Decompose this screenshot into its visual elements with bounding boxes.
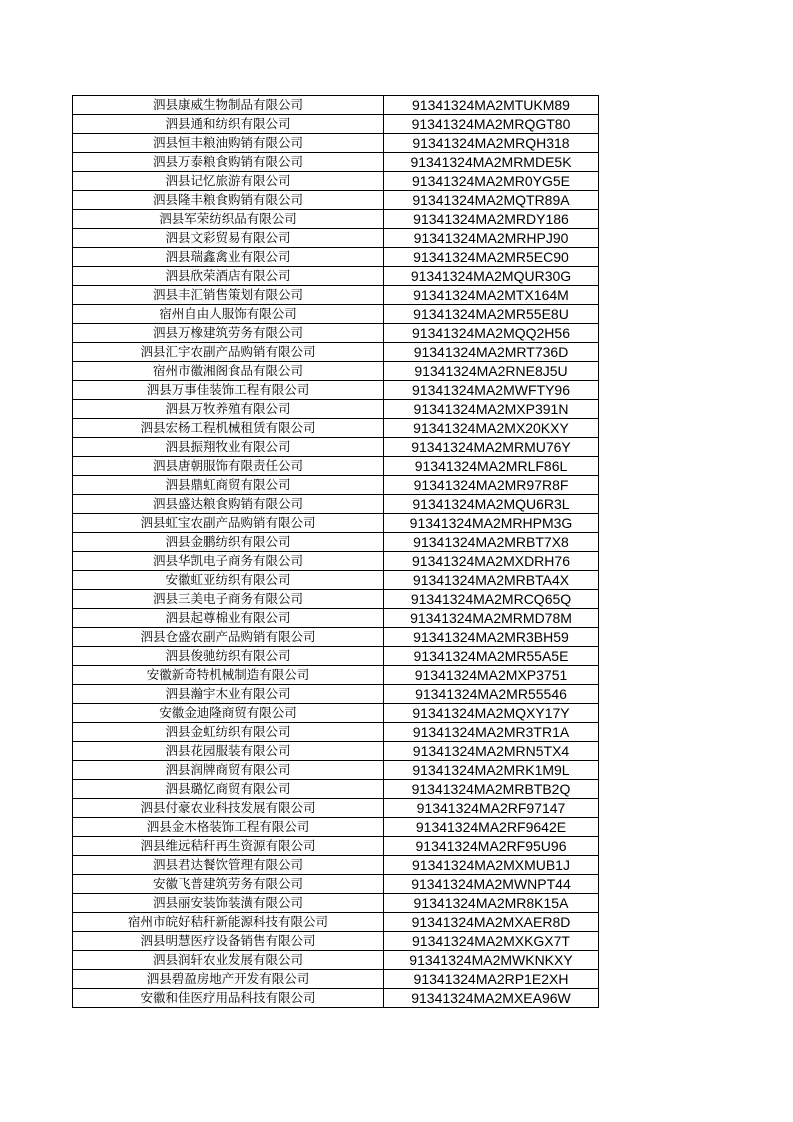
company-name-cell: 泗县军荣纺织品有限公司 bbox=[73, 210, 384, 229]
credit-code-cell: 91341324MA2MXP391N bbox=[384, 400, 599, 419]
table-row bbox=[73, 780, 599, 799]
company-name-cell: 泗县欣荣酒店有限公司 bbox=[73, 267, 384, 286]
table-row bbox=[73, 856, 599, 875]
table-row bbox=[73, 989, 599, 1008]
table-row bbox=[73, 647, 599, 666]
credit-code-cell: 91341324MA2MRDY186 bbox=[384, 210, 599, 229]
credit-code-cell: 91341324MA2MQXY17Y bbox=[384, 704, 599, 723]
table-row bbox=[73, 628, 599, 647]
company-name-cell: 安徽飞普建筑劳务有限公司 bbox=[73, 875, 384, 894]
company-registry-table bbox=[72, 95, 599, 1008]
table-row bbox=[73, 495, 599, 514]
table-row bbox=[73, 191, 599, 210]
company-name-cell: 泗县君达餐饮管理有限公司 bbox=[73, 856, 384, 875]
company-name-cell: 泗县明慧医疗设备销售有限公司 bbox=[73, 932, 384, 951]
credit-code-cell: 91341324MA2MRLF86L bbox=[384, 457, 599, 476]
table-row bbox=[73, 153, 599, 172]
credit-code-cell: 91341324MA2MQU6R3L bbox=[384, 495, 599, 514]
company-name-cell: 泗县丰汇销售策划有限公司 bbox=[73, 286, 384, 305]
credit-code-cell: 91341324MA2MXEA96W bbox=[384, 989, 599, 1008]
company-name-cell: 泗县瀚宇木业有限公司 bbox=[73, 685, 384, 704]
table-row bbox=[73, 837, 599, 856]
credit-code-cell: 91341324MA2MR5EC90 bbox=[384, 248, 599, 267]
credit-code-cell: 91341324MA2MR0YG5E bbox=[384, 172, 599, 191]
credit-code-cell: 91341324MA2MWNPT44 bbox=[384, 875, 599, 894]
table-row bbox=[73, 172, 599, 191]
table-row bbox=[73, 704, 599, 723]
table-row bbox=[73, 799, 599, 818]
table-row bbox=[73, 913, 599, 932]
credit-code-cell: 91341324MA2MRQGT80 bbox=[384, 115, 599, 134]
credit-code-cell: 91341324MA2MR8K15A bbox=[384, 894, 599, 913]
credit-code-cell: 91341324MA2MRK1M9L bbox=[384, 761, 599, 780]
credit-code-cell: 91341324MA2MRT736D bbox=[384, 343, 599, 362]
table-row bbox=[73, 381, 599, 400]
table-row bbox=[73, 552, 599, 571]
credit-code-cell: 91341324MA2MR55546 bbox=[384, 685, 599, 704]
company-name-cell: 泗县金木格装饰工程有限公司 bbox=[73, 818, 384, 837]
table-row bbox=[73, 894, 599, 913]
company-name-cell: 泗县润轩农业发展有限公司 bbox=[73, 951, 384, 970]
credit-code-cell: 91341324MA2MR97R8F bbox=[384, 476, 599, 495]
credit-code-cell: 91341324MA2MRBTB2Q bbox=[384, 780, 599, 799]
company-name-cell: 泗县汇宇农副产品购销有限公司 bbox=[73, 343, 384, 362]
company-name-cell: 安徽金迪隆商贸有限公司 bbox=[73, 704, 384, 723]
company-name-cell: 宿州市徽湘阁食品有限公司 bbox=[73, 362, 384, 381]
credit-code-cell: 91341324MA2MXP3751 bbox=[384, 666, 599, 685]
company-name-cell: 泗县鼎虹商贸有限公司 bbox=[73, 476, 384, 495]
company-name-cell: 泗县碧盈房地产开发有限公司 bbox=[73, 970, 384, 989]
credit-code-cell: 91341324MA2MRHPJ90 bbox=[384, 229, 599, 248]
table-row bbox=[73, 343, 599, 362]
company-name-cell: 泗县花园服装有限公司 bbox=[73, 742, 384, 761]
table-row bbox=[73, 533, 599, 552]
credit-code-cell: 91341324MA2MRBTA4X bbox=[384, 571, 599, 590]
table-row bbox=[73, 571, 599, 590]
table-row bbox=[73, 115, 599, 134]
company-name-cell: 泗县瑞鑫禽业有限公司 bbox=[73, 248, 384, 267]
table-row bbox=[73, 970, 599, 989]
company-name-cell: 泗县华凯电子商务有限公司 bbox=[73, 552, 384, 571]
company-name-cell: 泗县恒丰粮油购销有限公司 bbox=[73, 134, 384, 153]
company-name-cell: 泗县虹宝农副产品购销有限公司 bbox=[73, 514, 384, 533]
credit-code-cell: 91341324MA2MR55A5E bbox=[384, 647, 599, 666]
company-name-cell: 泗县维远秸秆再生资源有限公司 bbox=[73, 837, 384, 856]
credit-code-cell: 91341324MA2MXKGX7T bbox=[384, 932, 599, 951]
company-name-cell: 泗县丽安装饰装潢有限公司 bbox=[73, 894, 384, 913]
table-row bbox=[73, 324, 599, 343]
company-name-cell: 泗县万牧养殖有限公司 bbox=[73, 400, 384, 419]
company-name-cell: 泗县三美电子商务有限公司 bbox=[73, 590, 384, 609]
table-row bbox=[73, 362, 599, 381]
company-name-cell: 宿州自由人服饰有限公司 bbox=[73, 305, 384, 324]
credit-code-cell: 91341324MA2RF95U96 bbox=[384, 837, 599, 856]
table-row bbox=[73, 476, 599, 495]
table-row bbox=[73, 419, 599, 438]
table-row bbox=[73, 742, 599, 761]
table-row bbox=[73, 951, 599, 970]
credit-code-cell: 91341324MA2MQQ2H56 bbox=[384, 324, 599, 343]
company-name-cell: 泗县润牌商贸有限公司 bbox=[73, 761, 384, 780]
credit-code-cell: 91341324MA2MRCQ65Q bbox=[384, 590, 599, 609]
table-row bbox=[73, 685, 599, 704]
company-name-cell: 泗县万事佳装饰工程有限公司 bbox=[73, 381, 384, 400]
company-name-cell: 泗县通和纺织有限公司 bbox=[73, 115, 384, 134]
table-row bbox=[73, 267, 599, 286]
credit-code-cell: 91341324MA2MX20KXY bbox=[384, 419, 599, 438]
credit-code-cell: 91341324MA2MR3TR1A bbox=[384, 723, 599, 742]
credit-code-cell: 91341324MA2MTX164M bbox=[384, 286, 599, 305]
credit-code-cell: 91341324MA2MTUKM89 bbox=[384, 96, 599, 115]
company-name-cell: 泗县万泰粮食购销有限公司 bbox=[73, 153, 384, 172]
table-row bbox=[73, 229, 599, 248]
credit-code-cell: 91341324MA2MQTR89A bbox=[384, 191, 599, 210]
company-name-cell: 泗县隆丰粮食购销有限公司 bbox=[73, 191, 384, 210]
company-name-cell: 泗县唐朝服饰有限责任公司 bbox=[73, 457, 384, 476]
company-name-cell: 泗县金鹏纺织有限公司 bbox=[73, 533, 384, 552]
company-name-cell: 泗县康威生物制品有限公司 bbox=[73, 96, 384, 115]
table-row bbox=[73, 590, 599, 609]
company-name-cell: 泗县金虹纺织有限公司 bbox=[73, 723, 384, 742]
credit-code-cell: 91341324MA2MR3BH59 bbox=[384, 628, 599, 647]
table-row bbox=[73, 666, 599, 685]
table-row bbox=[73, 400, 599, 419]
table-row bbox=[73, 818, 599, 837]
table-row bbox=[73, 609, 599, 628]
credit-code-cell: 91341324MA2MRN5TX4 bbox=[384, 742, 599, 761]
credit-code-cell: 91341324MA2MRHPM3G bbox=[384, 514, 599, 533]
table-row bbox=[73, 438, 599, 457]
table-row bbox=[73, 723, 599, 742]
credit-code-cell: 91341324MA2RF97147 bbox=[384, 799, 599, 818]
table-row bbox=[73, 210, 599, 229]
company-name-cell: 泗县记忆旅游有限公司 bbox=[73, 172, 384, 191]
company-name-cell: 泗县俊驰纺织有限公司 bbox=[73, 647, 384, 666]
company-name-cell: 泗县仓盛农副产品购销有限公司 bbox=[73, 628, 384, 647]
credit-code-cell: 91341324MA2MRMD78M bbox=[384, 609, 599, 628]
credit-code-cell: 91341324MA2MWKNKXY bbox=[384, 951, 599, 970]
credit-code-cell: 91341324MA2MRQH318 bbox=[384, 134, 599, 153]
company-name-cell: 泗县起尊棉业有限公司 bbox=[73, 609, 384, 628]
credit-code-cell: 91341324MA2MQUR30G bbox=[384, 267, 599, 286]
company-name-cell: 泗县振翔牧业有限公司 bbox=[73, 438, 384, 457]
table-row bbox=[73, 875, 599, 894]
company-name-cell: 宿州市皖好秸秆新能源科技有限公司 bbox=[73, 913, 384, 932]
table-row bbox=[73, 457, 599, 476]
table-row bbox=[73, 96, 599, 115]
company-name-cell: 泗县付豪农业科技发展有限公司 bbox=[73, 799, 384, 818]
credit-code-cell: 91341324MA2RF9642E bbox=[384, 818, 599, 837]
credit-code-cell: 91341324MA2MRBT7X8 bbox=[384, 533, 599, 552]
credit-code-cell: 91341324MA2MWFTY96 bbox=[384, 381, 599, 400]
company-name-cell: 安徽和佳医疗用品科技有限公司 bbox=[73, 989, 384, 1008]
credit-code-cell: 91341324MA2MR55E8U bbox=[384, 305, 599, 324]
table-row bbox=[73, 932, 599, 951]
table-row bbox=[73, 248, 599, 267]
table-row bbox=[73, 305, 599, 324]
company-name-cell: 安徽新奇特机械制造有限公司 bbox=[73, 666, 384, 685]
company-name-cell: 泗县盛达粮食购销有限公司 bbox=[73, 495, 384, 514]
credit-code-cell: 91341324MA2MXMUB1J bbox=[384, 856, 599, 875]
company-name-cell: 泗县万橡建筑劳务有限公司 bbox=[73, 324, 384, 343]
company-name-cell: 泗县璐忆商贸有限公司 bbox=[73, 780, 384, 799]
table-body bbox=[73, 96, 599, 1008]
credit-code-cell: 91341324MA2RP1E2XH bbox=[384, 970, 599, 989]
table-row bbox=[73, 761, 599, 780]
table-row bbox=[73, 134, 599, 153]
company-name-cell: 安徽虹亚纺织有限公司 bbox=[73, 571, 384, 590]
credit-code-cell: 91341324MA2RNE8J5U bbox=[384, 362, 599, 381]
credit-code-cell: 91341324MA2MRMU76Y bbox=[384, 438, 599, 457]
company-name-cell: 泗县文彩贸易有限公司 bbox=[73, 229, 384, 248]
company-name-cell: 泗县宏杨工程机械租赁有限公司 bbox=[73, 419, 384, 438]
table-row bbox=[73, 286, 599, 305]
credit-code-cell: 91341324MA2MRMDE5K bbox=[384, 153, 599, 172]
credit-code-cell: 91341324MA2MXAER8D bbox=[384, 913, 599, 932]
table-row bbox=[73, 514, 599, 533]
credit-code-cell: 91341324MA2MXDRH76 bbox=[384, 552, 599, 571]
